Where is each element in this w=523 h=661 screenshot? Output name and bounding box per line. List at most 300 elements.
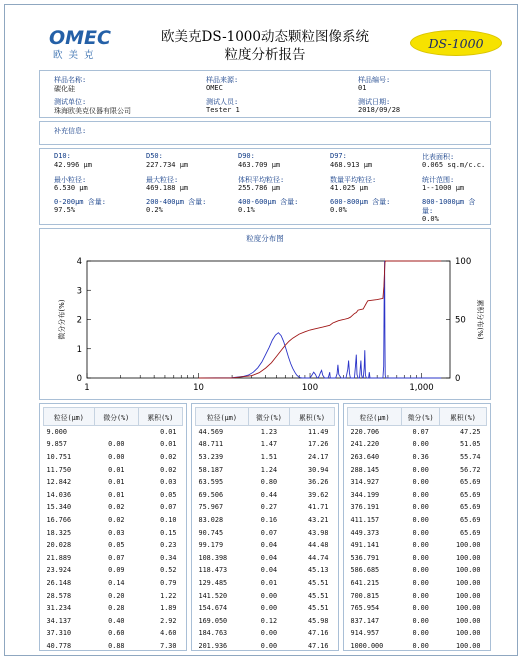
table-cell: 0.07 xyxy=(108,553,125,562)
table-cell: 0.05 xyxy=(108,541,125,550)
table-cell: 376.191 xyxy=(350,503,380,512)
table-row xyxy=(348,640,487,653)
stat-value: 0.065 sq.m/c.c. xyxy=(422,161,486,169)
table-row xyxy=(196,501,335,514)
table-cell: 0.15 xyxy=(160,528,177,537)
stat-label: 最小粒径: xyxy=(54,176,87,184)
stat-label: 体积平均粒径: xyxy=(238,176,285,184)
table-cell: 0.27 xyxy=(260,503,278,512)
stat-label: D10: xyxy=(54,152,71,160)
table-row xyxy=(196,627,335,640)
table-row xyxy=(348,539,487,552)
table-cell: 0.00 xyxy=(412,490,429,499)
chart-title: 粒度分布图 xyxy=(246,234,284,243)
y2-tick-label: 100 xyxy=(455,257,472,267)
table-row xyxy=(196,488,335,501)
table-cell: 0.01 xyxy=(160,440,177,449)
table-cell: 10.751 xyxy=(46,452,72,461)
table-row xyxy=(44,451,183,464)
table-cell: 65.69 xyxy=(460,515,481,524)
table-row xyxy=(44,614,183,627)
table-cell: 837.147 xyxy=(350,616,380,625)
table-cell: 21.889 xyxy=(46,553,72,562)
table-cell: 449.373 xyxy=(350,528,380,537)
table-header-cell: 累积(%) xyxy=(439,408,486,426)
table-cell: 100.00 xyxy=(455,591,481,600)
table-row xyxy=(348,602,487,615)
table-cell: 0.00 xyxy=(260,591,278,600)
sample-name-value: 碳化硅 xyxy=(54,85,75,93)
test-date-value: 2018/09/28 xyxy=(358,106,401,114)
stat-value: 468.913 μm xyxy=(330,161,373,169)
y-tick-label: 0 xyxy=(76,374,82,384)
sample-source-value: OMEC xyxy=(206,84,223,92)
table-header-cell: 粒径(μm) xyxy=(196,408,249,426)
size-table xyxy=(195,407,335,652)
table-cell: 43.21 xyxy=(308,515,329,524)
table-row xyxy=(348,501,487,514)
table-cell: 0.00 xyxy=(412,604,429,613)
table-row xyxy=(44,640,183,653)
table-cell: 0.80 xyxy=(260,478,278,487)
table-cell: 0.04 xyxy=(260,541,278,550)
table-row xyxy=(44,602,183,615)
model-badge: DS-1000 xyxy=(410,30,502,56)
report-title: 欧美克DS-1000动态颗粒图像系统 xyxy=(161,29,369,45)
table-cell: 0.60 xyxy=(108,629,125,638)
logo-chinese-name: 欧美克 xyxy=(53,50,100,61)
table-cell: 0.40 xyxy=(108,616,125,625)
table-header-row xyxy=(348,408,487,426)
table-cell: 100.00 xyxy=(455,578,481,587)
table-cell: 0.00 xyxy=(412,629,429,638)
table-header-cell: 累积(%) xyxy=(138,408,182,426)
size-table xyxy=(347,407,487,652)
table-row xyxy=(44,539,183,552)
table-row xyxy=(348,526,487,539)
table-row xyxy=(196,577,335,590)
table-cell: 0.07 xyxy=(160,503,177,512)
table-cell: 0.00 xyxy=(260,641,278,650)
table-cell: 0.00 xyxy=(260,604,278,613)
table-cell: 100.00 xyxy=(455,541,481,550)
particle-distribution-chart xyxy=(40,239,490,399)
sample-name-label: 样品名称: xyxy=(54,76,87,84)
table-cell: 0.52 xyxy=(160,566,177,575)
table-cell: 1.22 xyxy=(160,591,177,600)
table-cell: 11.750 xyxy=(46,465,72,474)
table-row xyxy=(348,614,487,627)
tester-label: 测试人员: xyxy=(206,98,239,106)
table-row xyxy=(348,514,487,527)
size-table-panel xyxy=(39,403,187,651)
table-row xyxy=(44,463,183,476)
table-cell: 241.220 xyxy=(350,440,380,449)
table-cell: 0.01 xyxy=(108,465,125,474)
stat-label: D50: xyxy=(146,152,163,160)
table-cell: 65.69 xyxy=(460,503,481,512)
table-cell: 100.00 xyxy=(455,629,481,638)
table-cell: 288.145 xyxy=(350,465,380,474)
table-row xyxy=(196,451,335,464)
table-cell: 314.927 xyxy=(350,478,380,487)
table-cell: 31.234 xyxy=(46,604,72,613)
table-row xyxy=(348,627,487,640)
stat-value: 0.1% xyxy=(238,206,255,214)
table-cell: 0.00 xyxy=(260,629,278,638)
stat-label: 0-200μm 含量: xyxy=(54,198,106,206)
table-cell: 44.74 xyxy=(308,553,329,562)
table-cell: 69.506 xyxy=(198,490,224,499)
table-cell: 23.924 xyxy=(46,566,72,575)
table-cell: 11.49 xyxy=(308,428,329,437)
table-cell: 0.00 xyxy=(412,541,429,550)
table-cell: 45.51 xyxy=(308,578,329,587)
table-row xyxy=(44,426,183,439)
y2-tick-label: 50 xyxy=(455,315,466,326)
table-cell: 100.00 xyxy=(455,553,481,562)
table-cell: 34.137 xyxy=(46,616,72,625)
table-cell: 0.23 xyxy=(160,541,177,550)
table-cell: 39.62 xyxy=(308,490,329,499)
table-cell: 0.00 xyxy=(412,440,429,449)
table-cell: 0.01 xyxy=(108,490,125,499)
table-cell: 0.00 xyxy=(412,566,429,575)
stat-value: 0.2% xyxy=(146,206,163,214)
table-cell: 16.766 xyxy=(46,515,72,524)
stat-label: D97: xyxy=(330,152,347,160)
table-cell: 0.00 xyxy=(108,452,125,461)
table-cell: 18.325 xyxy=(46,528,72,537)
table-cell: 1.47 xyxy=(260,440,278,449)
stat-value: 1--1000 μm xyxy=(422,184,465,192)
table-cell: 9.857 xyxy=(46,440,67,449)
table-row xyxy=(348,564,487,577)
stat-label: 600-800μm 含量: xyxy=(330,198,391,206)
table-cell: 108.398 xyxy=(198,553,228,562)
table-row xyxy=(196,640,335,653)
table-cell: 0.00 xyxy=(412,528,429,537)
table-header-row xyxy=(44,408,183,426)
notes-label: 补充信息: xyxy=(54,127,87,135)
table-row xyxy=(44,476,183,489)
table-cell: 15.340 xyxy=(46,503,72,512)
table-row xyxy=(44,438,183,451)
test-unit-label: 测试单位: xyxy=(54,98,87,106)
table-cell: 37.310 xyxy=(46,629,72,638)
stat-label: 最大粒径: xyxy=(146,176,179,184)
table-cell: 220.706 xyxy=(350,428,380,437)
report-page xyxy=(4,4,518,656)
table-cell: 0.00 xyxy=(412,478,429,487)
table-cell: 1.23 xyxy=(260,428,278,437)
table-cell: 1000.000 xyxy=(350,641,384,650)
table-cell: 100.00 xyxy=(455,604,481,613)
table-cell: 2.92 xyxy=(160,616,177,625)
y2-axis-label: 累积分布(%) xyxy=(476,299,484,340)
plot-frame xyxy=(87,261,450,378)
table-cell: 263.640 xyxy=(350,452,380,461)
stat-label: 比表面积: xyxy=(422,153,455,161)
table-row xyxy=(348,438,487,451)
stat-value: 227.734 μm xyxy=(146,161,189,169)
sample-id-value: 01 xyxy=(358,84,367,92)
table-cell: 53.239 xyxy=(198,452,224,461)
table-cell: 0.02 xyxy=(160,452,177,461)
table-row xyxy=(196,602,335,615)
stat-value: 463.709 μm xyxy=(238,161,281,169)
table-cell: 0.04 xyxy=(260,553,278,562)
table-row xyxy=(196,539,335,552)
table-cell: 65.69 xyxy=(460,490,481,499)
table-row xyxy=(196,564,335,577)
table-row xyxy=(44,551,183,564)
x-tick-label: 1,000 xyxy=(409,383,434,393)
stat-label: 统计范围: xyxy=(422,176,455,184)
table-cell: 41.71 xyxy=(308,503,329,512)
table-cell: 45.51 xyxy=(308,591,329,600)
table-row xyxy=(196,463,335,476)
table-cell: 1.51 xyxy=(260,452,278,461)
table-cell: 63.595 xyxy=(198,478,224,487)
table-cell: 169.050 xyxy=(198,616,228,625)
table-cell: 44.48 xyxy=(308,541,329,550)
table-row xyxy=(348,577,487,590)
test-unit-value: 珠海欧美克仪器有限公司 xyxy=(54,107,131,115)
table-cell: 0.88 xyxy=(108,641,125,650)
logo-mark: OMEC xyxy=(49,27,111,49)
table-cell: 914.957 xyxy=(350,629,380,638)
table-row xyxy=(196,438,335,451)
stat-value: 41.025 μm xyxy=(330,184,368,192)
y-tick-label: 1 xyxy=(76,344,82,355)
table-cell: 1.24 xyxy=(260,465,278,474)
table-cell: 75.967 xyxy=(198,503,224,512)
table-row xyxy=(196,589,335,602)
table-cell: 17.26 xyxy=(308,440,329,449)
table-row xyxy=(348,488,487,501)
table-cell: 641.215 xyxy=(350,578,380,587)
table-row xyxy=(44,526,183,539)
table-row xyxy=(44,577,183,590)
table-cell: 0.28 xyxy=(108,604,125,613)
table-cell: 0.03 xyxy=(108,528,125,537)
stat-label: D90: xyxy=(238,152,255,160)
table-cell: 0.00 xyxy=(412,616,429,625)
table-cell: 0.00 xyxy=(412,553,429,562)
table-row xyxy=(44,589,183,602)
chart-box xyxy=(39,228,491,400)
table-cell: 0.14 xyxy=(108,578,125,587)
sample-id-label: 样品编号: xyxy=(358,76,391,84)
table-row xyxy=(44,514,183,527)
table-cell: 51.05 xyxy=(460,440,481,449)
table-cell: 0.20 xyxy=(108,591,125,600)
table-cell: 47.25 xyxy=(460,428,481,437)
table-header-cell: 微分(%) xyxy=(402,408,440,426)
table-cell: 344.199 xyxy=(350,490,380,499)
table-header-cell: 微分(%) xyxy=(248,408,289,426)
size-table-panel xyxy=(343,403,491,651)
sample-info-box xyxy=(39,70,491,118)
cumulative-distribution-line xyxy=(199,261,442,378)
y2-tick-label: 0 xyxy=(455,374,461,384)
table-cell: 0.07 xyxy=(260,528,278,537)
table-cell: 1.89 xyxy=(160,604,177,613)
table-cell: 100.00 xyxy=(455,641,481,650)
table-row xyxy=(44,488,183,501)
table-row xyxy=(196,514,335,527)
size-table xyxy=(43,407,183,652)
sample-source-label: 样品来源: xyxy=(206,76,239,84)
stat-label: 800-1000μm 含 xyxy=(422,198,476,206)
x-tick-label: 100 xyxy=(301,383,319,393)
table-header-cell: 粒径(μm) xyxy=(348,408,402,426)
test-date-label: 测试日期: xyxy=(358,98,391,106)
table-header-cell: 粒径(μm) xyxy=(44,408,95,426)
table-cell: 0.34 xyxy=(160,553,177,562)
stat-value: 0.0% xyxy=(422,215,439,223)
table-cell: 7.30 xyxy=(160,641,177,650)
table-row xyxy=(348,463,487,476)
table-cell: 45.98 xyxy=(308,616,329,625)
stat-value: 42.996 μm xyxy=(54,161,92,169)
table-cell: 65.69 xyxy=(460,528,481,537)
table-cell: 0.01 xyxy=(260,578,278,587)
table-cell: 0.07 xyxy=(412,428,429,437)
table-row xyxy=(348,589,487,602)
statistics-box xyxy=(39,148,491,225)
x-tick-label: 1 xyxy=(84,383,90,393)
table-cell: 491.141 xyxy=(350,541,380,550)
table-cell: 700.815 xyxy=(350,591,380,600)
table-cell: 0.04 xyxy=(260,566,278,575)
table-cell: 0.02 xyxy=(160,465,177,474)
y-tick-label: 4 xyxy=(76,257,82,267)
table-cell: 0.79 xyxy=(160,578,177,587)
table-cell: 40.778 xyxy=(46,641,72,650)
table-cell: 129.485 xyxy=(198,578,228,587)
table-cell: 0.00 xyxy=(412,515,429,524)
stat-value: 0.0% xyxy=(330,206,347,214)
table-cell: 0.02 xyxy=(108,503,125,512)
table-cell: 154.674 xyxy=(198,604,228,613)
table-cell: 58.187 xyxy=(198,465,224,474)
table-cell: 99.179 xyxy=(198,541,224,550)
table-cell: 0.05 xyxy=(160,490,177,499)
table-cell: 0.01 xyxy=(108,478,125,487)
differential-distribution-line xyxy=(199,261,442,378)
table-cell: 0.09 xyxy=(108,566,125,575)
table-cell: 0.03 xyxy=(160,478,177,487)
table-row xyxy=(348,451,487,464)
table-cell: 0.00 xyxy=(412,465,429,474)
table-cell: 55.74 xyxy=(460,452,481,461)
table-cell: 28.578 xyxy=(46,591,72,600)
stat-label: 400-600μm 含量: xyxy=(238,198,299,206)
table-cell: 4.60 xyxy=(160,629,177,638)
table-cell: 100.00 xyxy=(455,566,481,575)
table-cell: 48.711 xyxy=(198,440,224,449)
table-row xyxy=(348,476,487,489)
table-row xyxy=(348,551,487,564)
table-cell xyxy=(94,426,138,439)
y-tick-label: 3 xyxy=(76,286,82,297)
table-cell: 0.16 xyxy=(260,515,278,524)
size-table-panel xyxy=(191,403,339,651)
stat-value: 469.188 μm xyxy=(146,184,189,192)
table-row xyxy=(196,551,335,564)
table-cell: 43.98 xyxy=(308,528,329,537)
stat-value: 255.786 μm xyxy=(238,184,281,192)
table-row xyxy=(196,476,335,489)
table-cell: 0.44 xyxy=(260,490,278,499)
table-cell: 765.954 xyxy=(350,604,380,613)
table-header-cell: 微分(%) xyxy=(94,408,138,426)
table-cell: 26.148 xyxy=(46,578,72,587)
table-cell: 536.791 xyxy=(350,553,380,562)
table-row xyxy=(348,426,487,439)
table-cell: 0.01 xyxy=(160,428,177,437)
table-cell: 45.13 xyxy=(308,566,329,575)
table-cell: 9.000 xyxy=(46,428,67,437)
notes-box xyxy=(39,121,491,145)
table-cell: 14.036 xyxy=(46,490,72,499)
table-cell: 586.685 xyxy=(350,566,380,575)
report-subtitle: 粒度分析报告 xyxy=(224,47,306,63)
table-cell: 44.569 xyxy=(198,428,224,437)
table-cell: 0.12 xyxy=(260,616,278,625)
table-cell: 45.51 xyxy=(308,604,329,613)
table-cell: 56.72 xyxy=(460,465,481,474)
table-cell: 83.028 xyxy=(198,515,224,524)
table-cell: 0.00 xyxy=(412,503,429,512)
table-cell: 201.936 xyxy=(198,641,228,650)
stat-label: 数量平均粒径: xyxy=(330,176,377,184)
table-row xyxy=(196,426,335,439)
table-cell: 30.94 xyxy=(308,465,329,474)
table-row xyxy=(196,526,335,539)
table-cell: 47.16 xyxy=(308,641,329,650)
table-cell: 0.36 xyxy=(412,452,429,461)
table-row xyxy=(196,614,335,627)
y-axis-label: 微分分布(%) xyxy=(58,299,66,340)
table-cell: 12.842 xyxy=(46,478,72,487)
stat-label-continued: 量: xyxy=(422,207,434,215)
stat-label: 200-400μm 含量: xyxy=(146,198,207,206)
table-row xyxy=(44,501,183,514)
table-cell: 0.10 xyxy=(160,515,177,524)
table-cell: 90.745 xyxy=(198,528,224,537)
y-tick-label: 2 xyxy=(76,315,82,326)
table-cell: 100.00 xyxy=(455,616,481,625)
table-cell: 20.028 xyxy=(46,541,72,550)
table-cell: 184.763 xyxy=(198,629,228,638)
table-header-row xyxy=(196,408,335,426)
x-tick-label: 10 xyxy=(193,383,204,393)
table-cell: 0.00 xyxy=(108,440,125,449)
table-cell: 36.26 xyxy=(308,478,329,487)
stat-value: 6.530 μm xyxy=(54,184,88,192)
table-row xyxy=(44,564,183,577)
table-cell: 141.520 xyxy=(198,591,228,600)
stat-value: 97.5% xyxy=(54,206,76,214)
tester-value: Tester 1 xyxy=(206,106,240,114)
table-cell: 118.473 xyxy=(198,566,228,575)
table-cell: 47.16 xyxy=(308,629,329,638)
table-cell: 0.00 xyxy=(412,641,429,650)
table-cell: 0.00 xyxy=(412,591,429,600)
